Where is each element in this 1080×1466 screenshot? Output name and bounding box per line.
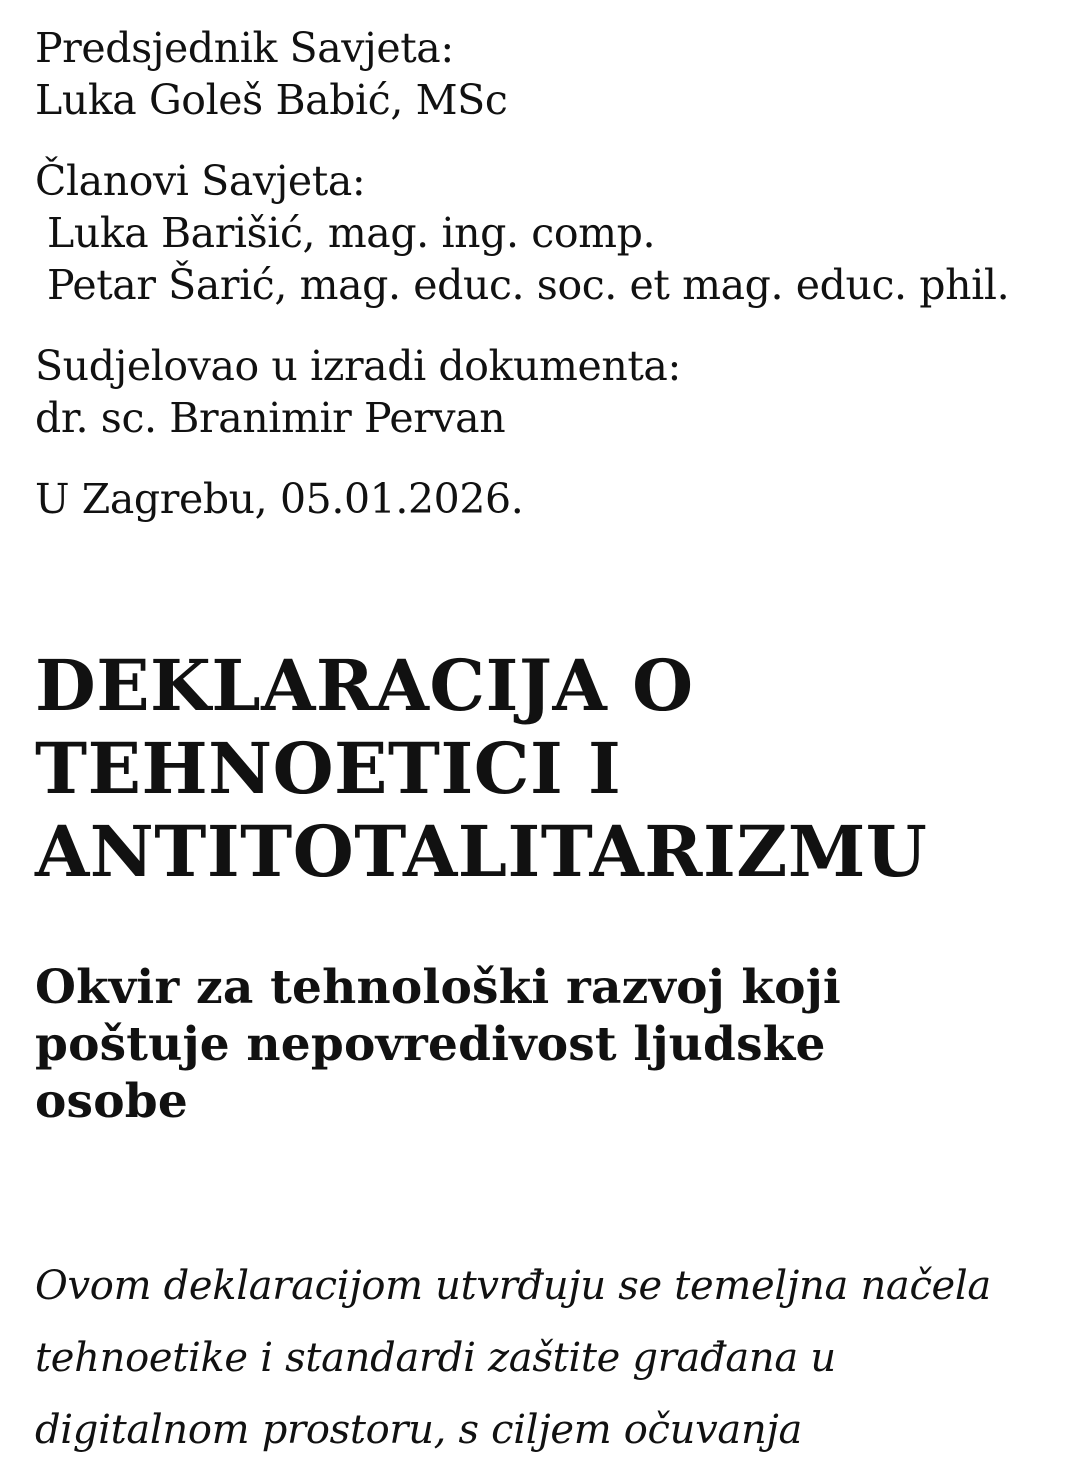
participant-name: dr. sc. Branimir Pervan	[35, 394, 506, 442]
intro-line: tehnoetike i standardi zaštite građana u	[35, 1335, 836, 1381]
intro-paragraph	[35, 1250, 1045, 1466]
member-name: Petar Šarić, mag. educ. soc. et mag. educ. phil.	[47, 261, 1010, 309]
council-president-block	[35, 22, 1065, 126]
place-date: U Zagrebu, 05.01.2026.	[35, 475, 524, 523]
president-label: Predsjednik Savjeta:	[35, 24, 454, 72]
participant-block	[35, 340, 1065, 444]
participant-label: Sudjelovao u izradi dokumenta:	[35, 342, 681, 390]
subtitle-line: Okvir za tehnološki razvoj koji	[35, 960, 841, 1015]
document-subtitle	[35, 959, 1065, 1130]
document-page	[35, 22, 1065, 1466]
intro-line: Ovom deklaracijom utvrđuju se temeljna načela	[35, 1263, 991, 1309]
title-line: ANTITOTALITARIZMU	[35, 810, 928, 893]
intro-line: digitalnom prostoru, s ciljem očuvanja	[35, 1407, 803, 1453]
president-name: Luka Goleš Babić, MSc	[35, 76, 508, 124]
subtitle-line: poštuje nepovredivost ljudske	[35, 1017, 826, 1072]
title-line: TEHNOETICI I	[35, 727, 622, 810]
subtitle-line: osobe	[35, 1074, 188, 1129]
member-name: Luka Barišić, mag. ing. comp.	[47, 209, 656, 257]
document-title	[35, 644, 1065, 893]
title-line: DEKLARACIJA O	[35, 644, 694, 727]
members-label: Članovi Savjeta:	[35, 157, 366, 205]
council-members-block	[35, 155, 1065, 311]
